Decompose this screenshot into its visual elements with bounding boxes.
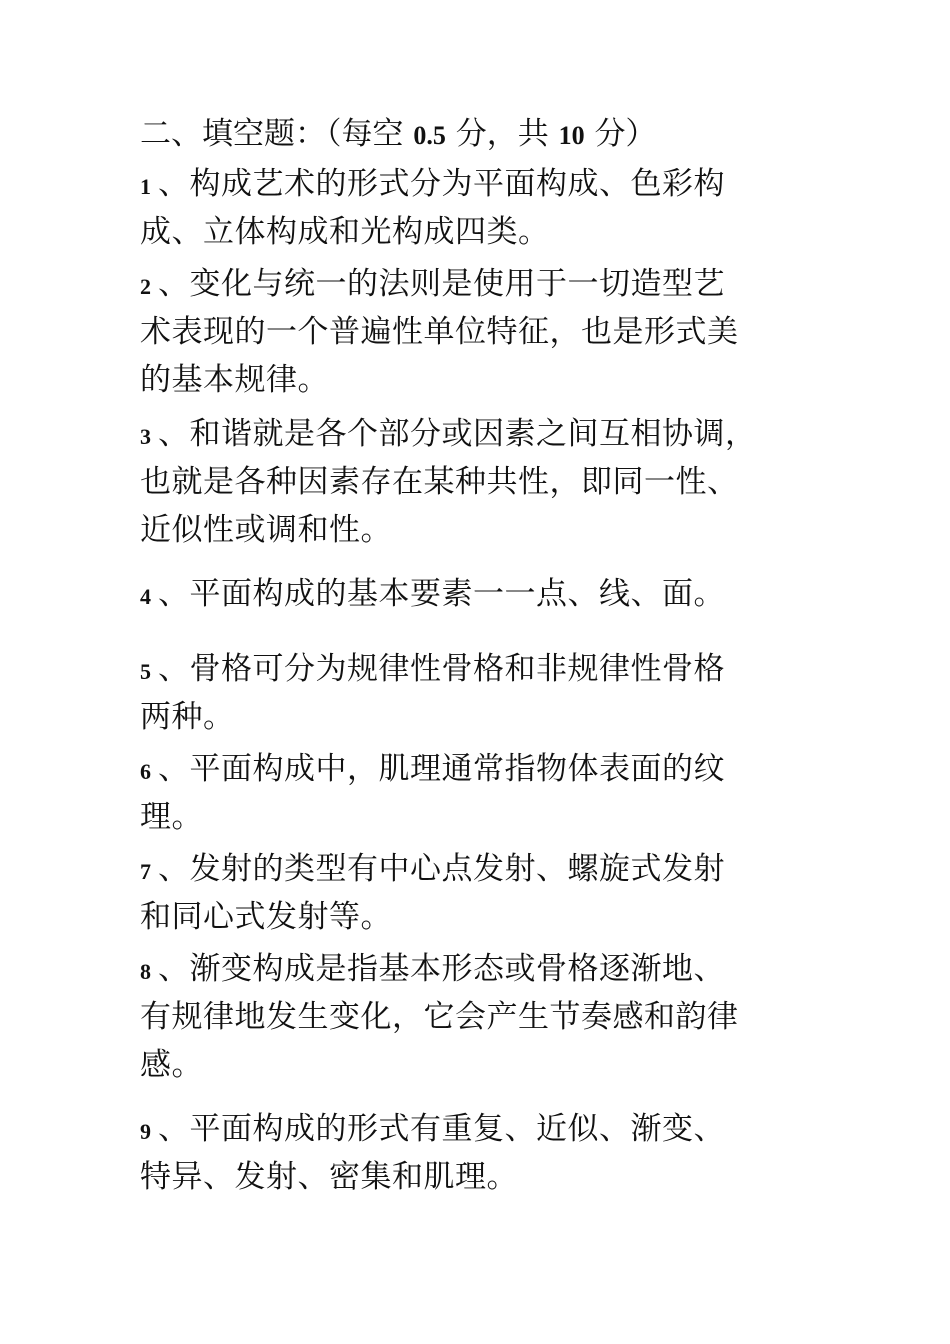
question-text: 的基本规律。 bbox=[140, 362, 329, 398]
heading-unit1: 分，共 bbox=[455, 116, 549, 152]
question-text: 近似性或调和性。 bbox=[140, 512, 392, 548]
heading-per-blank: 0.5 bbox=[413, 121, 446, 150]
question-number: 1 bbox=[140, 174, 152, 199]
question-text: 也就是各种因素存在某种共性，即同一性、 bbox=[140, 464, 739, 500]
question-number: 3 bbox=[140, 424, 152, 449]
question-text: 术表现的一个普遍性单位特征，也是形式美 bbox=[140, 314, 739, 350]
question-item-6 bbox=[140, 745, 725, 841]
question-text: 特异、发射、密集和肌理。 bbox=[140, 1159, 518, 1195]
question-text: 成、立体构成和光构成四类。 bbox=[140, 214, 550, 250]
question-text: 、发射的类型有中心点发射、螺旋式发射 bbox=[158, 851, 725, 887]
question-item-5 bbox=[140, 645, 725, 741]
question-text: 理。 bbox=[140, 799, 203, 835]
section-heading bbox=[140, 110, 656, 160]
question-number: 9 bbox=[140, 1119, 152, 1144]
question-text: 两种。 bbox=[140, 699, 235, 735]
question-item-2 bbox=[140, 260, 739, 404]
question-item-3 bbox=[140, 410, 757, 554]
question-text: 、变化与统一的法则是使用于一切造型艺 bbox=[158, 266, 725, 302]
question-text: 、和谐就是各个部分或因素之间互相协调， bbox=[158, 416, 757, 452]
question-number: 4 bbox=[140, 584, 152, 609]
question-item-1 bbox=[140, 160, 725, 256]
question-item-8 bbox=[140, 945, 739, 1089]
heading-prefix: 二、填空题：（每空 bbox=[140, 116, 404, 152]
question-item-7 bbox=[140, 845, 725, 941]
question-number: 6 bbox=[140, 759, 152, 784]
question-text: 和同心式发射等。 bbox=[140, 899, 392, 935]
question-number: 2 bbox=[140, 274, 152, 299]
question-item-4 bbox=[140, 570, 725, 618]
question-text: 有规律地发生变化，它会产生节奏感和韵律 bbox=[140, 999, 739, 1035]
question-number: 5 bbox=[140, 659, 152, 684]
question-number: 8 bbox=[140, 959, 152, 984]
question-text: 、平面构成中，肌理通常指物体表面的纹 bbox=[158, 751, 725, 787]
question-text: 、平面构成的基本要素一一点、线、面。 bbox=[158, 576, 725, 612]
heading-total: 10 bbox=[558, 121, 585, 150]
question-number: 7 bbox=[140, 859, 152, 884]
question-text: 、构成艺术的形式分为平面构成、色彩构 bbox=[158, 166, 725, 202]
question-text: 、骨格可分为规律性骨格和非规律性骨格 bbox=[158, 651, 725, 687]
question-text: 、渐变构成是指基本形态或骨格逐渐地、 bbox=[158, 951, 725, 987]
question-text: 、平面构成的形式有重复、近似、渐变、 bbox=[158, 1111, 725, 1147]
question-text: 感。 bbox=[140, 1047, 203, 1083]
question-item-9 bbox=[140, 1105, 725, 1201]
heading-unit2: 分） bbox=[594, 116, 657, 152]
